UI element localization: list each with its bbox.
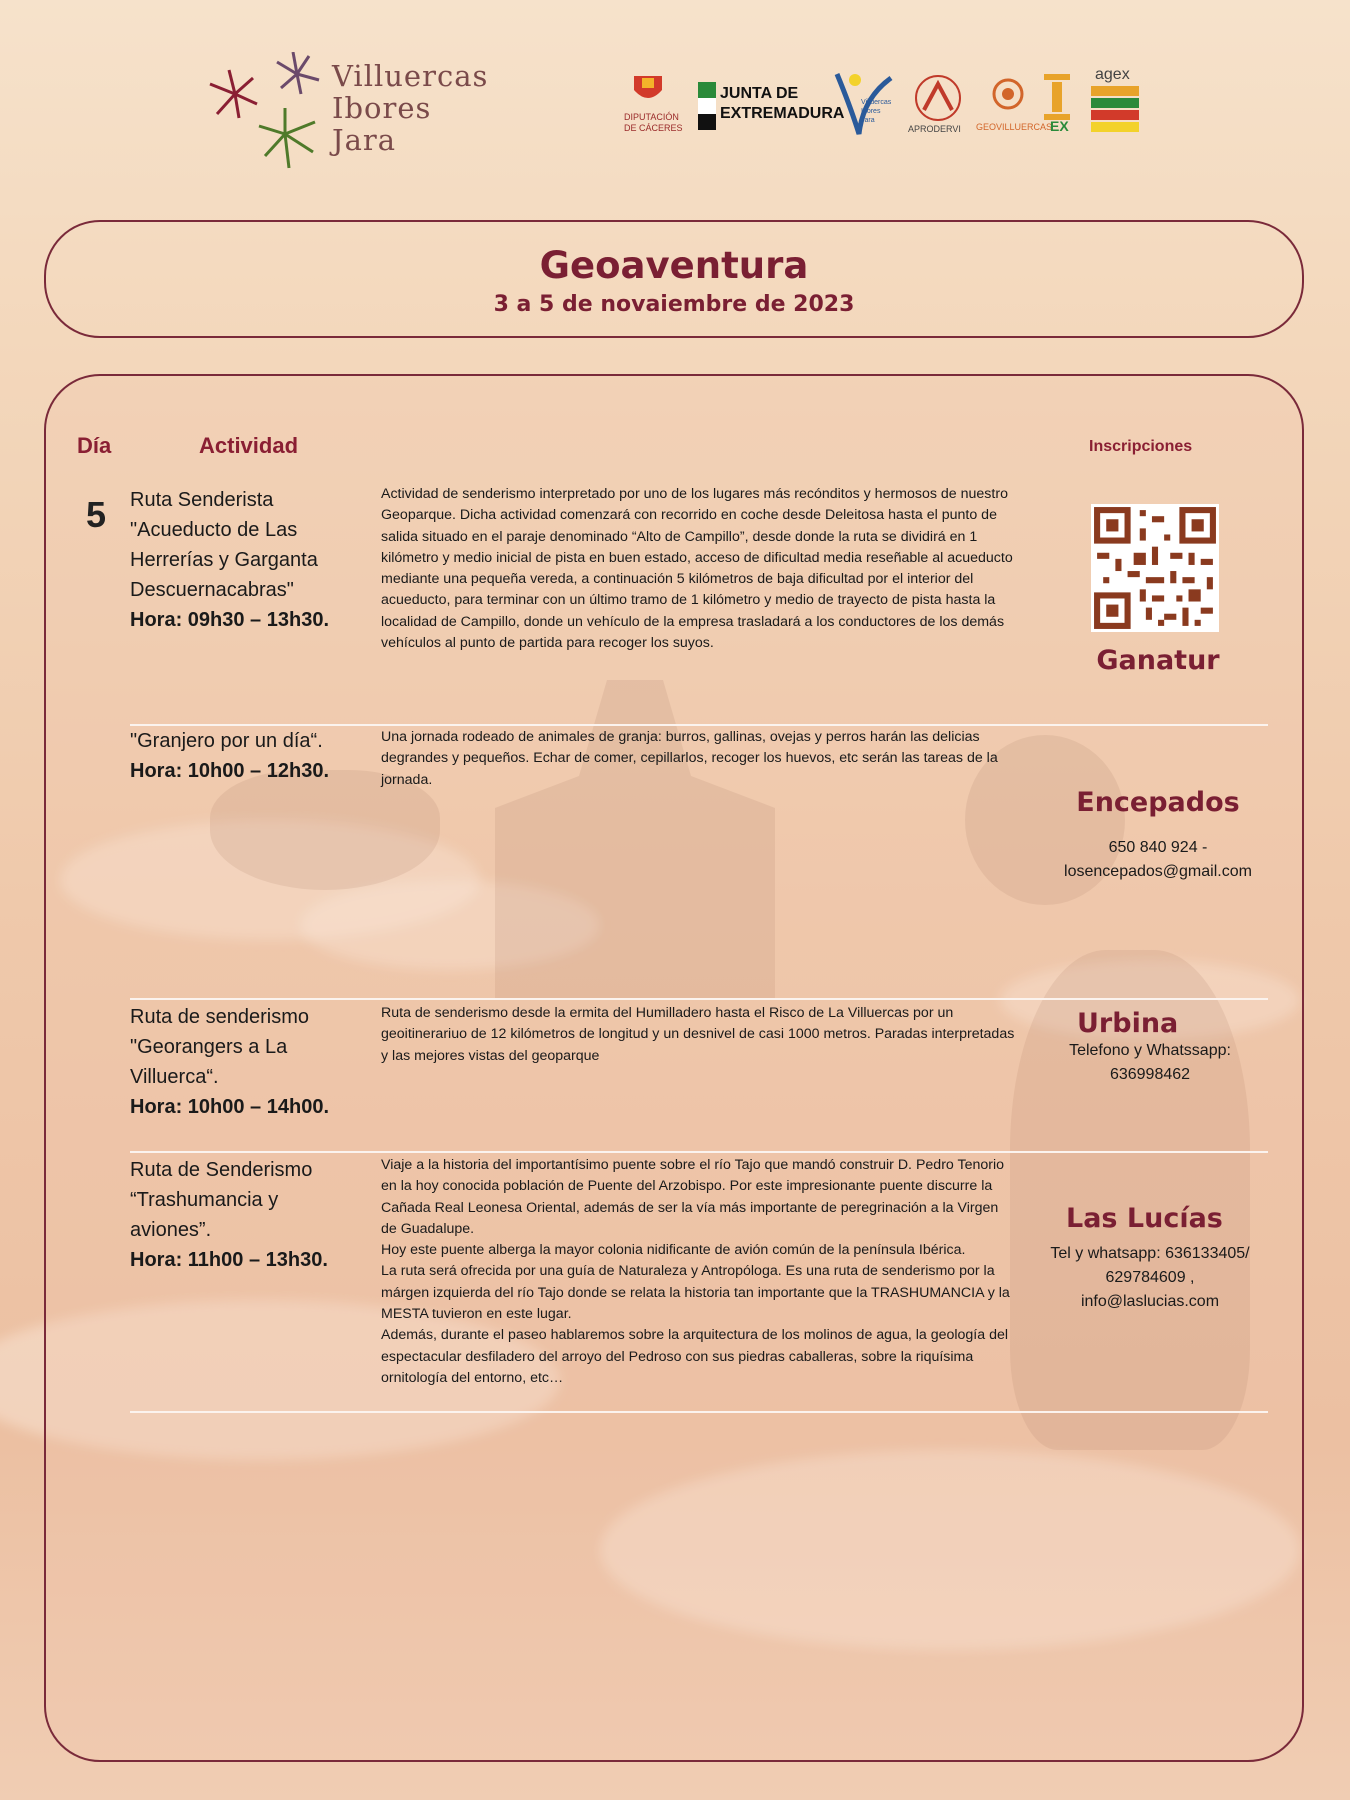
shield-icon — [628, 72, 668, 106]
activity-description: Una jornada rodeado de animales de granja: burros, gallinas, ovejas y perros harán las delicias degrandes y pequeños. Echar de comer, cepillarlos, recoger los huevos, etc serán las tareas de la jornada. — [381, 729, 998, 788]
flag-icon — [698, 82, 718, 132]
column-header-day: Día — [77, 433, 112, 458]
organizer-contact[interactable]: 650 840 924 - losencepados@gmail.com — [1064, 839, 1252, 880]
organizer-name: Ganatur — [1096, 645, 1220, 676]
geoparque-logo: Villuercas Ibores Jara — [833, 68, 897, 143]
organizer — [1008, 645, 1308, 676]
page-subtitle: 3 a 5 de novaiembre de 2023 — [493, 292, 855, 317]
geovilluercas-logo: GEOVILLUERCAS — [978, 74, 1038, 123]
organizer — [1000, 1203, 1300, 1314]
qr-code-icon — [1091, 504, 1219, 632]
activity-description: Viaje a la historia del importantísimo puente sobre el río Tajo que mandó construir D. Pedro Tenorio en la hoy conocida población de Puente del Arzobispo. Por este impresionante puente discurre la Cañada Real Leonesa Oriental, además de ser la vía más importante de peregrinación a la Virgen de Guadalupe. Hoy este puente alberga la mayor colonia nidificante de avión común de la península Ibérica. La ruta será ofrecida por una guía de Naturaleza y Antropóloga. Es una ruta de senderismo por la márgen izquierda del río Tajo donde se relata la historia tan importante que la TRASHUMANCIA y la MESTA tuvieron en este lugar. Además, durante el paseo hablaremos sobre la arquitectura de los molinos de agua, la geología del espectacular desfiladero del arroyo del Pedroso con sus piedras caballeras, sobre la riquísima ornitología del entorno, etc… — [381, 1157, 1010, 1386]
activity-description: Ruta de senderismo desde la ermita del Humilladero hasta el Risco de La Villuercas por un geoitinerariuo de 12 kilómetros de longitud y un desnivel de casi 1000 metros. Paradas interpretadas y las mejores vistas del geoparque — [381, 1005, 1015, 1064]
junta-logo: JUNTA DE EXTREMADURA — [698, 82, 718, 137]
layers-icon — [1091, 86, 1141, 138]
column-header-inscriptions: Inscripciones — [1089, 438, 1193, 455]
activity-title: "Granjero por un día“. Hora: 10h00 – 12h30. — [130, 726, 370, 786]
aprodervi-icon — [910, 74, 966, 124]
villuercas-logo — [205, 52, 535, 172]
diputacion-logo: DIPUTACIÓN DE CÁCERES — [628, 72, 668, 111]
logo-text: Villuercas Ibores Jara — [332, 59, 489, 157]
activity-title: Ruta de senderismo "Georangers a La Villuerca“. Hora: 10h00 – 14h00. — [130, 1002, 360, 1122]
activity-hour: Hora: 10h00 – 14h00. — [130, 1096, 329, 1118]
activity-description: Actividad de senderismo interpretado por uno de los lugares más recónditos y hermosos de nuestro Geoparque. Dicha actividad comenzará con recorrido en coche desde Deleitosa hasta el punto de salida situado en el paraje denominado “Alto de Campillo”, desde donde la ruta se dividirá en 1 kilómetro y medio inicial de pista en buen estado, acceso de dificultad media reseñable al acueducto mediante una pequeña vereda, a continuación 5 kilómetros de baja dificultad por el interior del acueducto, para terminar con un último tramo de 1 kilómetro y medio de trayecto de pista hasta la localidad de Campillo, donde un vehículo de la empresa trasladará a los conductores de los demás vehículos al punto de partida para recoger los suyos. — [381, 486, 1013, 652]
activity-title: Ruta Senderista "Acueducto de Las Herrerías y Garganta Descuernacabras" Hora: 09h30 – 13h30. — [130, 485, 360, 635]
uex-logo: EX — [1040, 74, 1082, 139]
activity-hour: Hora: 11h00 – 13h30. — [130, 1249, 328, 1271]
organizer-name: Las Lucías — [1066, 1203, 1223, 1234]
activity-hour: Hora: 09h30 – 13h30. — [130, 609, 329, 631]
organizer-name: Encepados — [1076, 787, 1240, 818]
qr-code[interactable] — [1091, 504, 1219, 632]
row-divider — [130, 998, 1268, 1000]
row-divider — [130, 1411, 1268, 1413]
title-box — [44, 220, 1304, 338]
day-number: 5 — [86, 494, 107, 535]
organizer-contact[interactable]: Tel y whatsapp: 636133405/ 629784609 , info@laslucias.com — [1050, 1245, 1250, 1310]
sponsor-logos: DIPUTACIÓN DE CÁCERES JUNTA DE EXTREMADURA Villuercas Ibores Jara APRODERVI GEOVILLUERCAS EX agex — [628, 72, 1148, 152]
activity-hour: Hora: 10h00 – 12h30. — [130, 760, 329, 782]
organizer-name: Urbina — [1077, 1008, 1179, 1039]
sun-icon — [978, 74, 1038, 118]
column-header-activity: Actividad — [199, 433, 299, 458]
organizer — [1008, 787, 1308, 884]
aprodervi-logo: APRODERVI — [910, 74, 966, 129]
page-title: Geoaventura — [539, 244, 809, 287]
organizer — [1005, 1008, 1295, 1087]
row-divider — [130, 1151, 1268, 1153]
activity-title: Ruta de Senderismo “Trashumancia y aviones”. Hora: 11h00 – 13h30. — [130, 1155, 360, 1275]
organizer-contact[interactable]: Telefono y Whatssapp: 636998462 — [1069, 1042, 1231, 1083]
flower-icon — [205, 52, 330, 172]
